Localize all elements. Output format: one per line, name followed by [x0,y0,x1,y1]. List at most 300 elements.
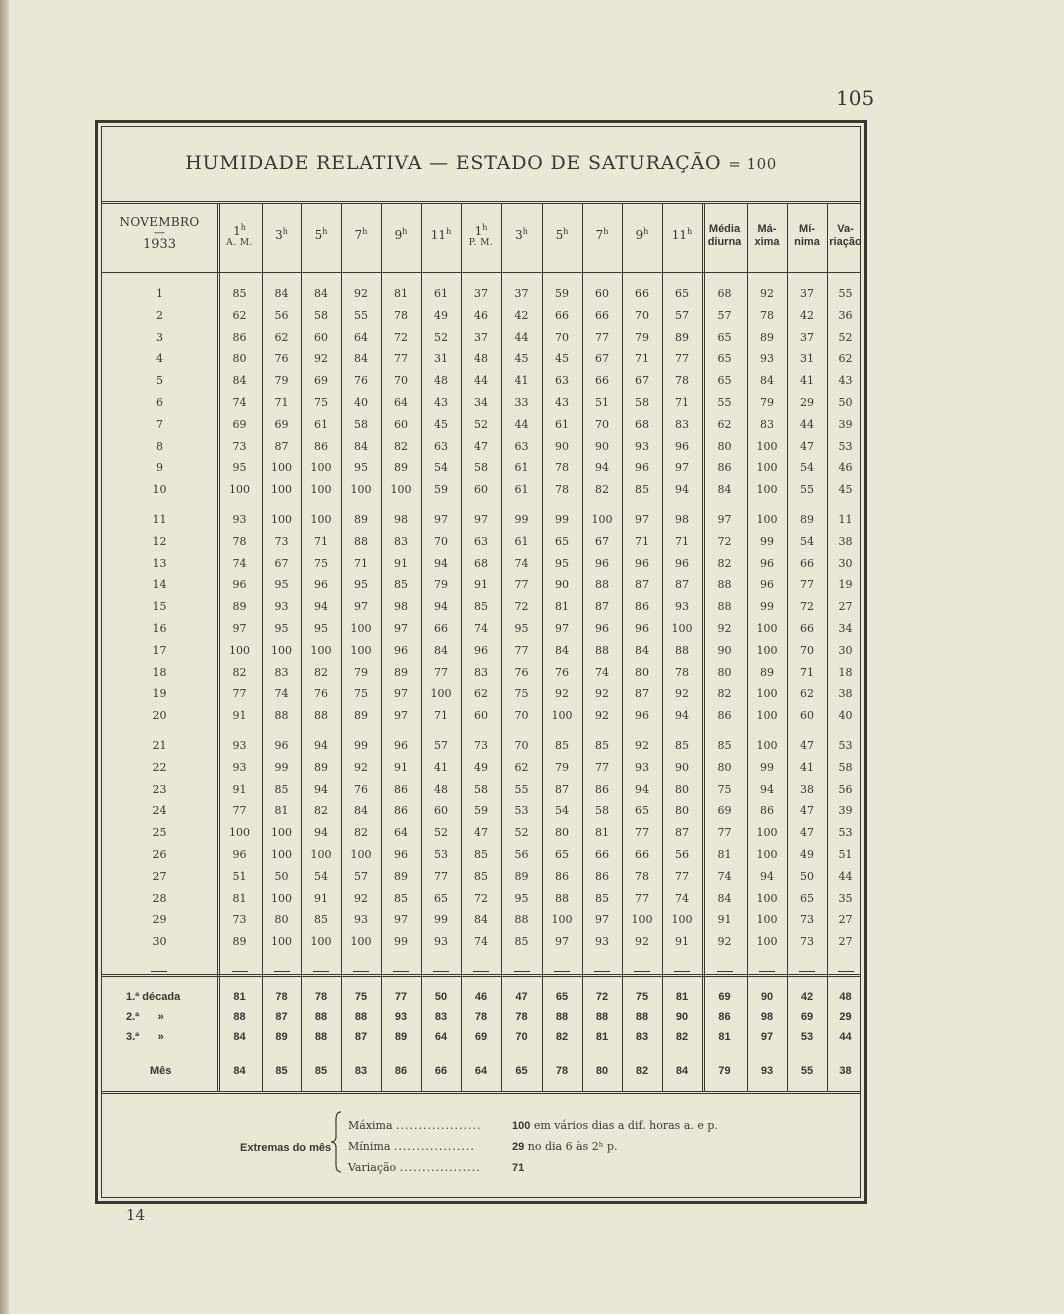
table-cell: 93 [760,352,774,366]
summary-cell: 69 [800,1011,814,1023]
table-cell: 71 [635,352,649,366]
table-cell: 92 [675,687,689,701]
table-cell: 66 [635,848,649,861]
table-cell: 63 [514,439,529,453]
header-stat-line1: Mí- [799,223,815,235]
day-label: 20 [152,709,167,723]
extreme-dots: .................. [399,1161,481,1174]
table-cell: 97 [394,622,408,635]
header-hour-cell [662,227,702,242]
header-stat-cell [747,223,787,249]
table-cell: 89 [232,600,247,614]
extreme-dots: .................. [393,1140,475,1153]
end-dash [674,971,690,972]
header-hour-sup: h [603,227,609,236]
table-cell: 78 [555,461,569,475]
extreme-name: Variação [348,1161,400,1174]
table-cell: 96 [394,643,408,657]
table-cell: 85 [314,913,328,927]
table-cell: 60 [800,709,814,723]
table-cell: 84 [717,483,732,497]
table-cell: 78 [394,308,408,322]
header-hour-sup: h [282,227,288,236]
summary-cell: 81 [675,991,689,1003]
table-cell: 100 [756,687,778,701]
table-cell: 89 [800,513,814,526]
summary-cell: 81 [718,1031,731,1043]
table-cell: 100 [310,461,332,475]
table-cell: 68 [474,556,488,570]
table-cell: 100 [229,826,250,840]
header-hour-sup: h [522,227,528,236]
table-cell: 95 [314,622,328,635]
table-cell: 96 [635,556,649,570]
summary-cell: 84 [233,1031,246,1043]
table-cell: 93 [635,439,649,453]
table-cell: 91 [314,891,328,905]
table-cell: 62 [274,330,289,344]
header-hour [421,227,461,242]
header-hour [582,227,622,242]
page-spine [0,0,9,1314]
table-cell: 43 [555,396,569,409]
table-cell: 61 [434,287,448,300]
table-cell: 75 [717,782,732,796]
table-cell: 65 [555,534,569,548]
summary-label: 2.ª » [126,1011,164,1023]
table-cell: 87 [635,687,649,701]
table-cell: 91 [394,760,408,774]
header-hour-sup: h [446,227,452,236]
summary-cell: 53 [800,1031,814,1043]
header-hour-number: 7 [354,228,363,242]
table-cell: 79 [434,578,448,592]
table-cell: 85 [394,578,408,592]
table-cell: 58 [635,396,649,409]
day-label: 26 [152,848,167,861]
table-cell: 86 [635,600,649,614]
table-cell: 97 [394,709,408,723]
table-cell: 63 [474,534,488,548]
table-cell: 66 [595,374,609,388]
table-cell: 95 [354,461,368,475]
table-cell: 44 [514,417,529,431]
day-label: 29 [152,913,167,927]
table-cell: 84 [314,287,328,300]
table-frame-inner [101,126,861,1198]
table-cell: 92 [314,352,328,366]
table-cell: 37 [800,330,814,344]
table-cell: 96 [595,556,609,570]
day-label: 11 [152,513,167,526]
table-cell: 83 [760,417,774,431]
summary-cell: 84 [675,1065,689,1077]
table-cell: 92 [760,287,774,300]
table-cell: 85 [595,739,609,752]
table-cell: 100 [631,913,653,927]
table-cell: 43 [838,374,853,388]
table-cell: 49 [800,848,814,861]
table-cell: 77 [394,352,408,366]
table-cell: 67 [274,556,289,570]
table-cell: 70 [555,330,569,344]
table-cell: 86 [595,869,609,883]
table-cell: 89 [760,665,774,679]
header-hour-number: 9 [635,228,644,242]
table-cell: 27 [838,600,853,614]
table-cell: 60 [394,417,408,431]
table-cell: 41 [800,760,814,774]
table-cell: 62 [800,687,814,701]
table-cell: 55 [354,308,368,322]
table-cell: 92 [595,687,609,701]
table-cell: 91 [394,556,408,570]
table-cell: 100 [390,483,412,497]
table-cell: 75 [354,687,368,701]
table-cell: 64 [354,330,368,344]
header-hour-sup: h [687,227,693,236]
table-cell: 74 [717,869,732,883]
table-cell: 57 [717,308,732,322]
header-month: NOVEMBRO [119,215,200,229]
table-cell: 99 [434,913,448,927]
table-cell: 93 [434,935,448,949]
summary-cell: 85 [275,1065,288,1077]
table-cell: 53 [838,739,853,752]
end-dash [232,971,248,972]
table-cell: 100 [756,891,778,905]
summary-cell: 75 [635,991,649,1003]
table-cell: 100 [756,439,778,453]
summary-cell: 93 [394,1011,408,1023]
table-cell: 100 [350,483,372,497]
table-cell: 88 [717,578,732,592]
day-label: 16 [152,622,167,635]
table-cell: 43 [434,396,448,409]
header-hour [341,227,381,242]
table-cell: 90 [675,760,689,774]
header-hour-cell [217,223,262,248]
summary-cell: 97 [760,1031,774,1043]
table-cell: 86 [232,330,247,344]
table-cell: 65 [800,891,814,905]
summary-label: Mês [150,1065,172,1077]
header-hour-number: 3 [515,228,523,242]
table-cell: 77 [595,330,609,344]
header-hour-number: 1 [474,224,483,238]
table-cell: 95 [514,622,529,635]
table-cell: 72 [514,600,529,614]
end-dash [799,971,815,972]
header-stat-cell [787,223,827,249]
table-cell: 97 [595,913,609,927]
table-cell: 78 [232,534,247,548]
table-cell: 58 [314,308,328,322]
summary-cell: 79 [718,1065,731,1077]
table-cell: 76 [354,782,368,796]
header-stat-line2: xima [754,236,780,248]
day-label: 28 [152,891,167,905]
header-hour-cell [542,227,582,242]
table-cell: 87 [675,826,689,840]
table-cell: 100 [671,622,693,635]
table-cell: 96 [595,622,609,635]
table-cell: 93 [232,739,247,752]
end-dash [717,971,733,972]
table-cell: 100 [756,461,778,475]
table-cell: 97 [555,622,569,635]
table-cell: 71 [354,556,368,570]
table-cell: 88 [595,643,609,657]
table-cell: 61 [514,483,529,497]
table-cell: 58 [838,760,853,774]
summary-cell: 65 [515,1065,528,1077]
summary-cell: 98 [760,1011,774,1023]
table-cell: 72 [717,534,732,548]
table-cell: 84 [474,913,488,927]
table-cell: 39 [838,417,853,431]
table-cell: 76 [274,352,289,366]
table-cell: 96 [232,848,247,861]
table-cell: 76 [354,374,368,388]
table-cell: 71 [635,534,649,548]
summary-cell: 87 [354,1031,368,1043]
summary-cell: 29 [839,1011,852,1023]
end-dash [433,971,449,972]
table-cell: 86 [394,804,408,818]
table-cell: 74 [274,687,289,701]
extreme-value-number: 71 [512,1162,525,1174]
table-title [102,152,860,174]
table-cell: 62 [838,352,853,366]
table-cell: 95 [354,578,368,592]
summary-cell: 50 [434,991,448,1003]
header-stat-line1: Va- [837,223,854,235]
header-hour-number: 11 [671,228,688,242]
table-cell: 89 [394,665,408,679]
table-cell: 100 [756,826,778,840]
table-cell: 100 [271,826,292,840]
table-cell: 95 [514,891,529,905]
day-label: 6 [156,396,163,409]
table-cell: 92 [635,935,649,949]
summary-cell: 88 [354,1011,368,1023]
table-cell: 88 [514,913,529,927]
table-cell: 86 [760,804,774,818]
table-cell: 98 [675,513,689,526]
table-cell: 30 [838,643,853,657]
table-cell: 89 [394,461,408,475]
table-cell: 30 [838,556,853,570]
table-cell: 94 [434,556,448,570]
table-cell: 38 [838,687,853,701]
table-cell: 41 [434,760,448,774]
table-cell: 63 [555,374,569,388]
table-cell: 52 [474,417,488,431]
table-cell: 84 [760,374,774,388]
header-hour-cell [501,227,542,242]
table-cell: 97 [434,513,448,526]
table-cell: 94 [760,869,774,883]
table-cell: 77 [514,578,529,592]
day-label: 9 [156,461,163,475]
table-cell: 80 [717,439,732,453]
table-cell: 85 [555,739,569,752]
table-cell: 66 [800,622,814,635]
table-cell: 57 [675,308,689,322]
table-cell: 76 [555,665,569,679]
summary-cell: 70 [515,1031,528,1043]
header-hour-cell [421,227,461,242]
end-dash [151,971,167,972]
table-cell: 37 [474,287,488,300]
table-cell: 92 [635,739,649,752]
summary-cell: 78 [555,1065,569,1077]
table-cell: 77 [434,869,448,883]
header-hour-sup: h [362,227,368,236]
table-cell: 84 [232,374,247,388]
summary-cell: 78 [314,991,328,1003]
day-label: 14 [152,578,167,592]
table-cell: 89 [314,760,328,774]
table-cell: 92 [354,287,368,300]
summary-cell: 89 [394,1031,408,1043]
footer-number: 14 [126,1206,146,1224]
summary-cell: 47 [515,991,528,1003]
table-cell: 77 [635,826,649,840]
table-cell: 95 [555,556,569,570]
table-cell: 31 [800,352,814,366]
table-cell: 74 [232,396,247,409]
table-cell: 82 [717,556,732,570]
table-cell: 71 [800,665,814,679]
table-cell: 49 [434,308,448,322]
table-cell: 39 [838,804,853,818]
summary-cell: 66 [434,1065,448,1077]
summary-cell: 78 [474,1011,488,1023]
table-cell: 73 [232,439,247,453]
summary-label: 3.ª » [126,1031,164,1043]
table-cell: 48 [434,782,448,796]
table-cell: 100 [350,643,372,657]
table-cell: 100 [756,483,778,497]
summary-cell: 42 [800,991,814,1003]
table-cell: 96 [675,439,689,453]
table-cell: 85 [675,739,689,752]
table-cell: 88 [717,600,732,614]
day-label: 4 [156,352,163,366]
header-hour-sup: h [240,223,246,232]
title-main: HUMIDADE RELATIVA — ESTADO DE SATURAÇÃO [185,152,722,174]
extreme-value-text: no dia 6 às 2ʰ p. [524,1140,618,1153]
table-cell: 85 [474,869,488,883]
table-cell: 80 [232,352,247,366]
day-label: 1 [156,287,163,300]
table-cell: 77 [635,891,649,905]
table-cell: 100 [756,513,778,526]
table-cell: 86 [394,782,408,796]
table-cell: 86 [314,439,328,453]
table-cell: 93 [595,935,609,949]
table-cell: 99 [354,739,368,752]
summary-label: 1.ª década [126,991,181,1003]
header-hour [381,227,421,242]
table-cell: 41 [514,374,529,388]
header-hour [622,227,662,242]
table-cell: 100 [551,709,573,723]
table-cell: 44 [800,417,814,431]
extreme-label [348,1140,475,1153]
header-hour-sup: h [402,227,408,236]
table-cell: 100 [229,483,250,497]
table-cell: 89 [394,869,408,883]
table-cell: 96 [760,578,774,592]
header-dash: — [154,226,165,239]
end-dash [594,971,610,972]
summary-cell: 44 [839,1031,852,1043]
table-cell: 91 [675,935,689,949]
table-cell: 91 [232,709,247,723]
summary-cell: 88 [595,1011,609,1023]
table-cell: 77 [232,804,247,818]
table-cell: 96 [635,709,649,723]
summary-cell: 86 [718,1011,731,1023]
table-cell: 100 [310,643,332,657]
table-cell: 84 [354,439,368,453]
summary-cell: 85 [314,1065,328,1077]
table-cell: 81 [274,804,289,818]
table-cell: 54 [555,804,569,818]
table-cell: 55 [514,782,529,796]
table-cell: 61 [314,417,328,431]
extreme-name: Máxima [348,1119,397,1132]
table-cell: 87 [635,578,649,592]
table-cell: 51 [232,869,247,883]
summary-cell: 69 [718,991,731,1003]
table-cell: 66 [800,556,814,570]
table-cell: 65 [555,848,569,861]
table-cell: 66 [595,848,609,861]
table-cell: 100 [350,622,372,635]
table-cell: 87 [555,782,569,796]
table-cell: 100 [271,643,292,657]
table-cell: 94 [675,483,689,497]
end-dash [554,971,570,972]
table-cell: 79 [354,665,368,679]
summary-cell: 93 [760,1065,774,1077]
table-cell: 100 [591,513,613,526]
table-cell: 74 [474,622,488,635]
table-cell: 80 [635,665,649,679]
table-cell: 44 [838,869,853,883]
table-cell: 48 [434,374,448,388]
table-cell: 74 [232,556,247,570]
table-cell: 87 [675,578,689,592]
header-hour-cell [262,227,301,242]
day-label: 23 [152,782,167,796]
summary-cell: 84 [233,1065,246,1077]
table-cell: 91 [717,913,732,927]
table-cell: 42 [514,308,529,322]
header-hour [542,227,582,242]
table-cell: 82 [314,665,328,679]
header-hour-sup: h [643,227,649,236]
table-cell: 82 [314,804,328,818]
table-cell: 45 [434,417,448,431]
table-cell: 60 [314,330,328,344]
summary-cell: 88 [314,1031,328,1043]
table-cell: 71 [675,534,689,548]
